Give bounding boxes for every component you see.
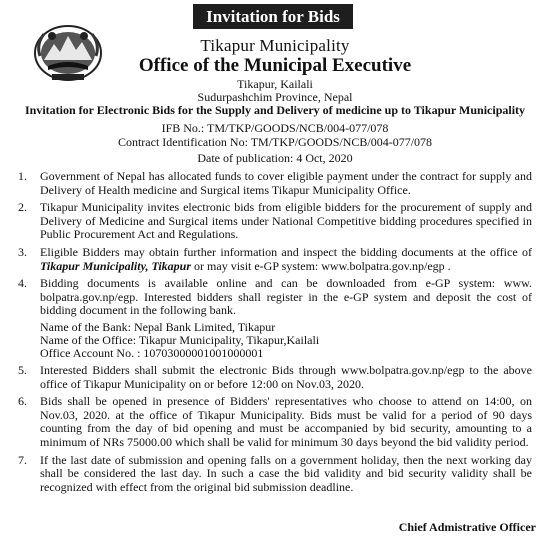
notice-banner: Invitation for Bids [193, 4, 353, 29]
notice-headline: Invitation for Electronic Bids for the Supply and Delivery of medicine up to Tikapur Municipality [24, 103, 526, 117]
bank-name: Name of the Bank: Nepal Bank Limited, Tikapur [40, 319, 276, 334]
publication-date: Date of publication: 4 Oct, 2020 [197, 151, 353, 165]
list-item: 1. Government of Nepal has allocated funds to cover eligible payment under the contract for supply and Delivery of Health medicine and Surgical items Tikapur Municipality Office. [18, 169, 532, 197]
item-text: Bids shall be opened in presence of Bidders' representatives who choose to attend on 14:00, on Nov.03, 2020. at the office of Tikapur Municipality. Bids must be valid for a period of 90 days counting from the day of bid opening and must be accompanied by bid security, amounting to a minimum of NRs 75000.00 which shall be valid for minimum 30 days beyond the bid validity period. [40, 394, 532, 449]
list-item: 6. Bids shall be opened in presence of Bidders' representatives who choose to attend on 14:00, on Nov.03, 2020. at the office of Tikapur Municipality. Bids must be valid for a period of 90 days counting from the day of bid opening and must be accompanied by bid security, amounting to a minimum of NRs 75000.00 which shall be valid for minimum 30 days beyond the bid validity period. [18, 394, 532, 449]
item-text-post: or may visit e-GP system: www.bolpatra.gov.np/egp . [191, 258, 451, 273]
signature-title: Chief Admistrative Officer [398, 520, 536, 534]
contract-id: Contract Identification No: TM/TKP/GOODS/NCB/004-077/078 [117, 135, 433, 149]
office-emphasis: Tikapur Municipality, Tikapur [40, 258, 192, 273]
address-line-2: Sudurpashchim Province, Nepal [197, 90, 353, 104]
item-text: If the last date of submission and opening falls on a government holiday, then the next working day shall be considered the last day. In such a case the bid validity and bid security validity shall be recognized with effect from the original bid submission deadline. [40, 452, 532, 494]
item-text: Interested Bidders shall submit the electronic Bids through www.bolpatra.gov.np/egp to the above office of Tikapur Municipality on or before 12:00 on Nov.03, 2020. [40, 362, 532, 391]
notice-items [18, 170, 532, 498]
ifb-number: IFB No.: TM/TKP/GOODS/NCB/004-077/078 [161, 121, 389, 135]
item-text: Government of Nepal has allocated funds to cover eligible payment under the contract for supply and Delivery of Health medicine and Surgical items Tikapur Municipality Office. [40, 169, 532, 197]
address-line-1: Tikapur, Kailali [237, 77, 313, 91]
list-item: 4. Bidding documents is available online and can be downloaded from e-GP system: www. bolpatra.gov.np/egp. Interested bidders shall register in the e-GP system and deposit the cost of bidding document in the following bank. Name of the Bank: Nepal Bank Limited, Tikapur Name of the Office: Tikapur Municipality, Tikapur,Kailali Office Account No. : 10703000001001000001 [18, 276, 532, 360]
municipality-name: Tikapur Municipality [200, 36, 350, 55]
office-title: Office of the Municipal Executive [138, 55, 412, 76]
list-item: 5. Interested Bidders shall submit the electronic Bids through www.bolpatra.gov.np/egp to the above office of Tikapur Municipality on or before 12:00 on Nov.03, 2020. [18, 362, 532, 391]
bank-account: Office Account No. : 10703000001001000001 [40, 345, 264, 360]
bank-details [40, 321, 532, 360]
list-item: 7. If the last date of submission and opening falls on a government holiday, then the next working day shall be considered the last day. In such a case the bid validity and bid security validity shall be recognized with effect from the original bid submission deadline. [18, 452, 532, 494]
bank-office: Name of the Office: Tikapur Municipality, Tikapur,Kailali [40, 332, 320, 347]
item-text: Tikapur Municipality invites electronic bids from eligible bidders for the procurement of supply and Delivery of Medicine and Surgical items under National Competitive bidding procedures specified in Public Procurement Act and Regulations. [40, 200, 532, 242]
item-text-pre: Eligible Bidders may obtain further information and inspect the bidding documents at the office of [40, 244, 532, 259]
list-item: 3. Eligible Bidders may obtain further information and inspect the bidding documents at the office of Tikapur Municipality, Tikapur or may visit e-GP system: www.bolpatra.gov.np/egp . [18, 244, 532, 273]
item-text: Bidding documents is available online and can be downloaded from e-GP system: www. bolpatra.gov.np/egp. Interested bidders shall register in the e-GP system and deposit the cost of bidding document in the following bank. [40, 276, 532, 318]
list-item: 2. Tikapur Municipality invites electronic bids from eligible bidders for the procurement of supply and Delivery of Medicine and Surgical items under National Competitive bidding procedures specified in Public Procurement Act and Regulations. [18, 200, 532, 242]
